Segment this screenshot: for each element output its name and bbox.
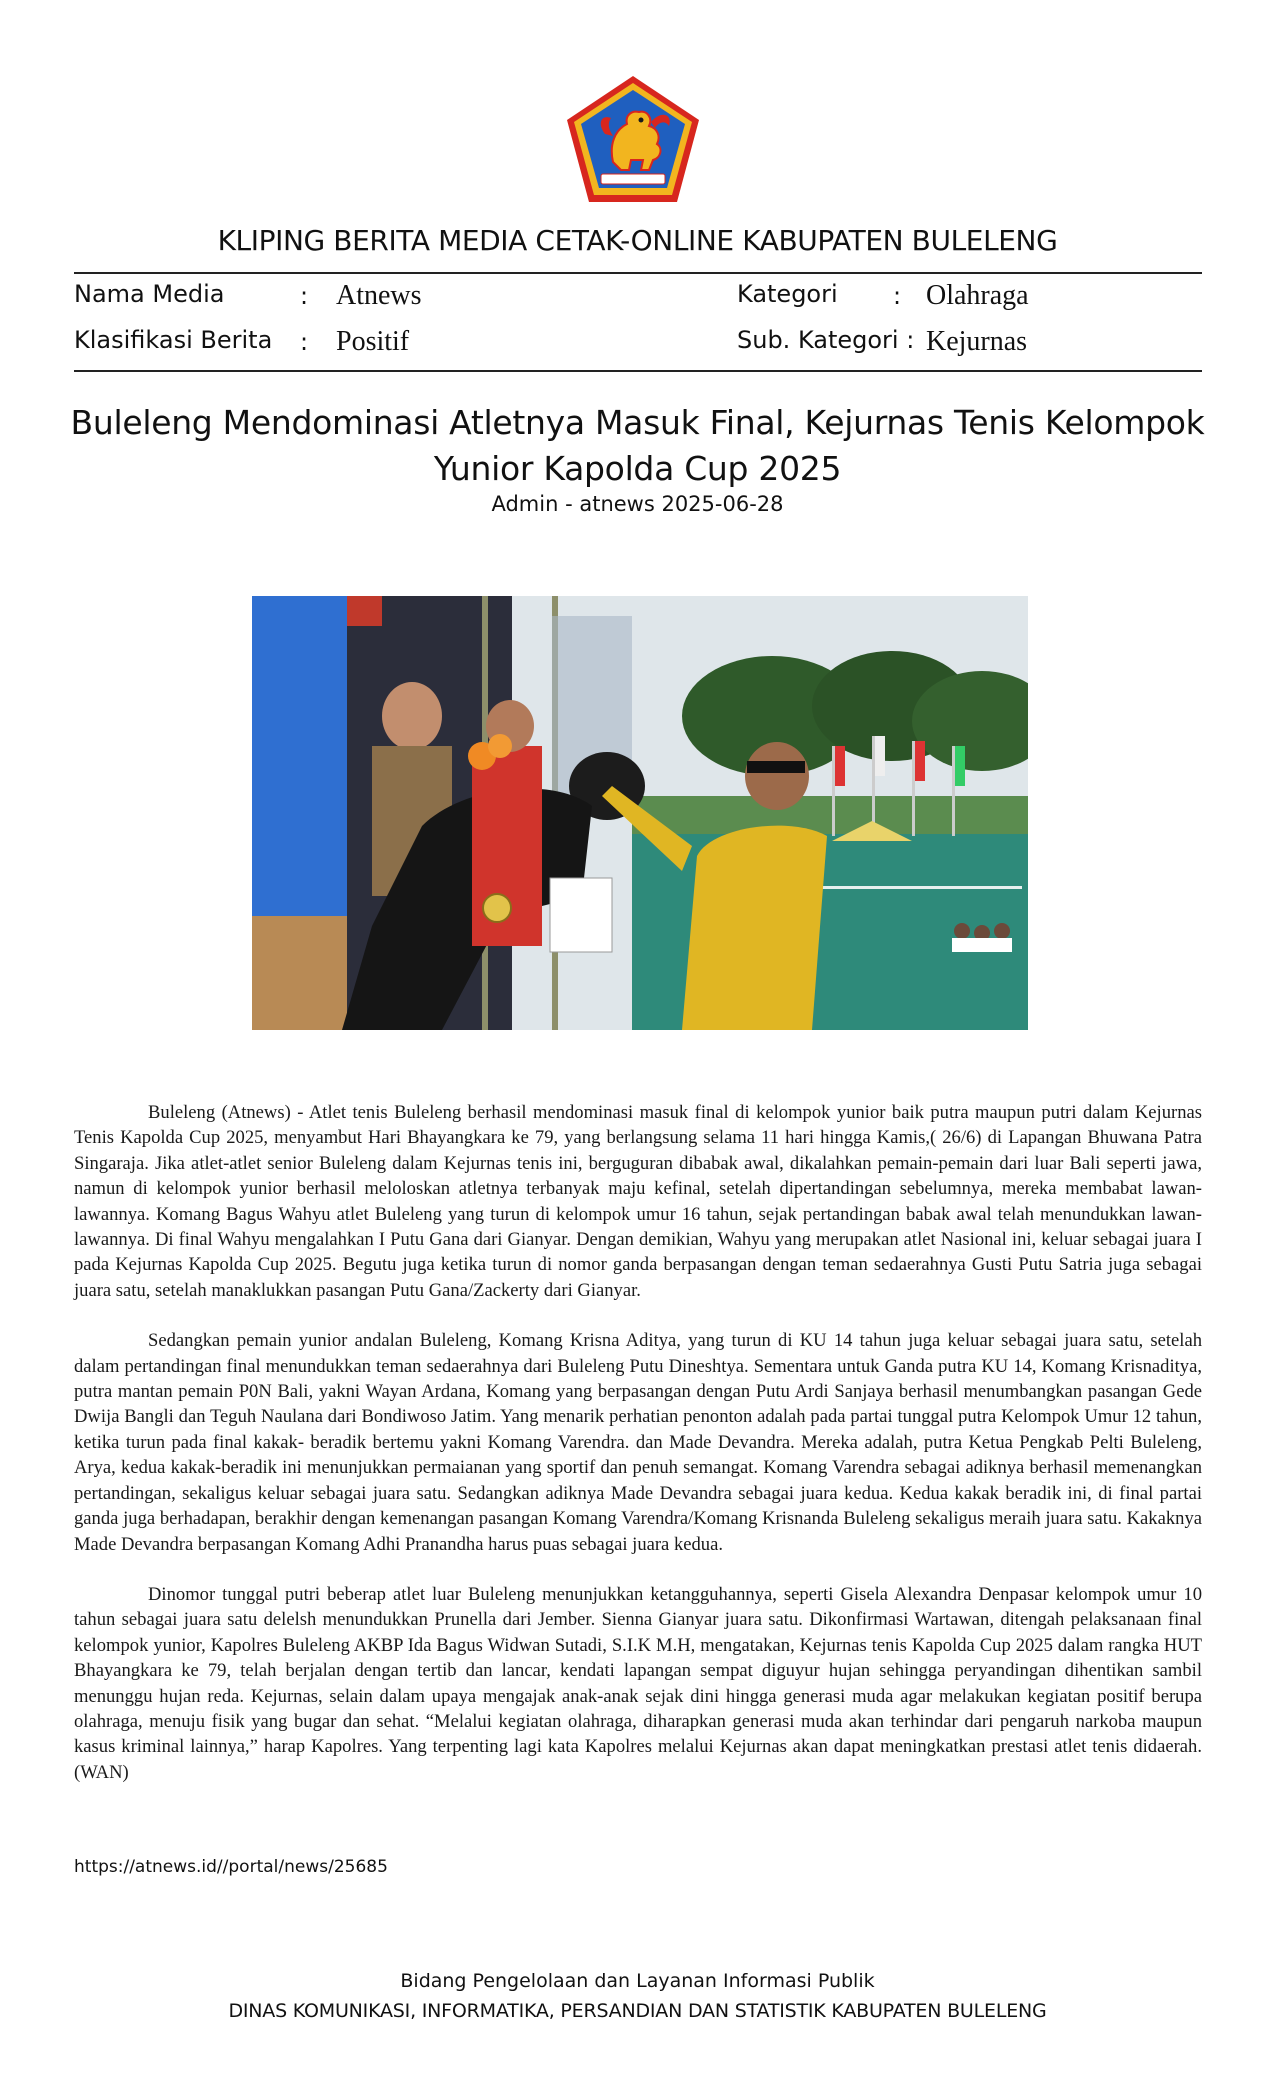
- category-colon: :: [893, 282, 902, 310]
- category-label: Kategori: [737, 280, 838, 308]
- header-divider-bottom: [74, 370, 1202, 372]
- article-paragraph: Buleleng (Atnews) - Atlet tenis Buleleng berhasil mendominasi masuk final di kelompok yunior baik putra maupun putri dalam Kejurnas Tenis Kapolda Cup 2025, menyambut Hari Bhayangkara ke 79, yang berlangsung selama 11 hari hingga Kamis,( 26/6) di Lapangan Bhuwana Patra Singaraja. Jika atlet-atlet senior Buleleng dalam Kejurnas tenis ini, berguguran dibabak awal, dikalahkan pemain-pemain dari luar Bali seperti jawa, namun di kelompok yunior berhasil meloloskan atletnya terbanyak maju kefinal, setelah dipertandingan sebelumnya, mereka membabat lawan-lawannya. Komang Bagus Wahyu atlet Buleleng yang turun di kelompok umur 16 tahun, sejak pertandingan babak awal telah menundukkan lawan-lawannya. Di final Wahyu mengalahkan I Putu Gana dari Gianyar. Dengan demikian, Wahyu yang merupakan atlet Nasional ini, keluar sebagai juara I pada Kejurnas Kapolda Cup 2025. Begutu juga ketika turun di nomor ganda berpasangan dengan teman sedaerahnya Gusti Putu Satria juga sebagai juara satu, setelah manaklukkan pasangan Putu Gana/Zackerty dari Gianyar.: [74, 1102, 1202, 1301]
- footer-department: Bidang Pengelolaan dan Layanan Informasi Publik: [400, 1970, 875, 1992]
- classification-value: Positif: [336, 326, 410, 357]
- medal-ceremony-photo: [252, 596, 1028, 1030]
- media-colon: :: [300, 282, 309, 310]
- media-value: Atnews: [336, 280, 422, 311]
- media-label: Nama Media: [74, 280, 225, 308]
- regency-emblem-logo: [565, 74, 701, 204]
- document-header-title: KLIPING BERITA MEDIA CETAK-ONLINE KABUPATEN BULELENG: [217, 224, 1058, 257]
- emblem-icon: [565, 74, 701, 204]
- article-photo: [252, 596, 1028, 1030]
- category-value: Olahraga: [926, 280, 1029, 311]
- article-body: [74, 1100, 1202, 1810]
- subcategory-value: Kejurnas: [926, 326, 1028, 357]
- subcategory-label: Sub. Kategori :: [737, 326, 915, 354]
- classification-colon: :: [300, 328, 309, 356]
- header-divider-top: [74, 272, 1202, 274]
- source-url-link[interactable]: https://atnews.id//portal/news/25685: [74, 1857, 388, 1877]
- article-paragraph: Dinomor tunggal putri beberap atlet luar Buleleng menunjukkan ketangguhannya, seperti Gisela Alexandra Denpasar kelompok umur 10 tahun sebagai juara satu delelsh menundukkan Prunella dari Jember. Sienna Gianyar juara satu. Dikonfirmasi Wartawan, ditengah pelaksanaan final kelompok yunior, Kapolres Buleleng AKBP Ida Bagus Widwan Sutadi, S.I.K M.H, mengatakan, Kejurnas tenis Kapolda Cup 2025 dalam rangka HUT Bhayangkara ke 79, telah berjalan dengan tertib dan lancar, kendati lapangan sempat diguyur hujan sehingga peryandingan dihentikan sambil menunggu hujan reda. Kejurnas, selain dalam upaya mengajak anak-anak sejak dini hingga generasi muda agar melakukan kegiatan positif berupa olahraga, menuju fisik yang bugar dan sehat. “Melalui kegiatan olahraga, diharapkan generasi muda akan terhindar dari pengaruh narkoba maupun kasus kriminal lainnya,” harap Kapolres. Yang terpenting lagi kata Kapolres melalui Kejurnas akan dapat meningkatkan prestasi atlet tenis didaerah. (WAN): [74, 1583, 1202, 1783]
- classification-label: Klasifikasi Berita: [74, 326, 273, 354]
- footer-agency: DINAS KOMUNIKASI, INFORMATIKA, PERSANDIAN DAN STATISTIK KABUPATEN BULELENG: [228, 2000, 1047, 2022]
- article-paragraph: Sedangkan pemain yunior andalan Buleleng, Komang Krisna Aditya, yang turun di KU 14 tahun juga keluar sebagai juara satu, setelah dalam pertandingan final menundukkan teman sedaerahnya dari Buleleng Putu Dineshtya. Sementara untuk Ganda putra KU 14, Komang Krisnaditya, putra mantan pemain P0N Bali, yakni Wayan Ardana, Komang yang berpasangan dengan Putu Ardi Sanjaya berhasil menumbangkan pasangan Gede Dwija Bangli dan Teguh Naulana dari Bondiwoso Jatim. Yang menarik perhatian penonton adalah pada partai tunggal putra Kelompok Umur 12 tahun, ketika turun pada final kakak- beradik bertemu yakni Komang Varendra. dan Made Devandra. Mereka adalah, putra Ketua Pengkab Pelti Buleleng, Arya, kedua kakak-beradik ini menunjukkan permaianan yang sportif dan penuh semangat. Komang Varendra sebagai adiknya berhasil memenangkan pertandingan, sekaligus keluar sebagai juara satu. Sedangkan adiknya Made Devandra sebagai juara kedua. Kedua kakak beradik ini, di final partai ganda juga berhadapan, berakhir dengan kemenangan pasangan Komang Varendra/Komang Krisnanda Buleleng sekaligus meraih juara satu. Kakaknya Made Devandra berpasangan Komang Adhi Pranandha harus puas sebagai juara kedua.: [74, 1330, 1202, 1555]
- article-title: Buleleng Mendominasi Atletnya Masuk Final, Kejurnas Tenis Kelompok Yunior Kapolda Cup 2025: [70, 403, 1205, 488]
- article-byline: Admin - atnews 2025-06-28: [491, 492, 784, 516]
